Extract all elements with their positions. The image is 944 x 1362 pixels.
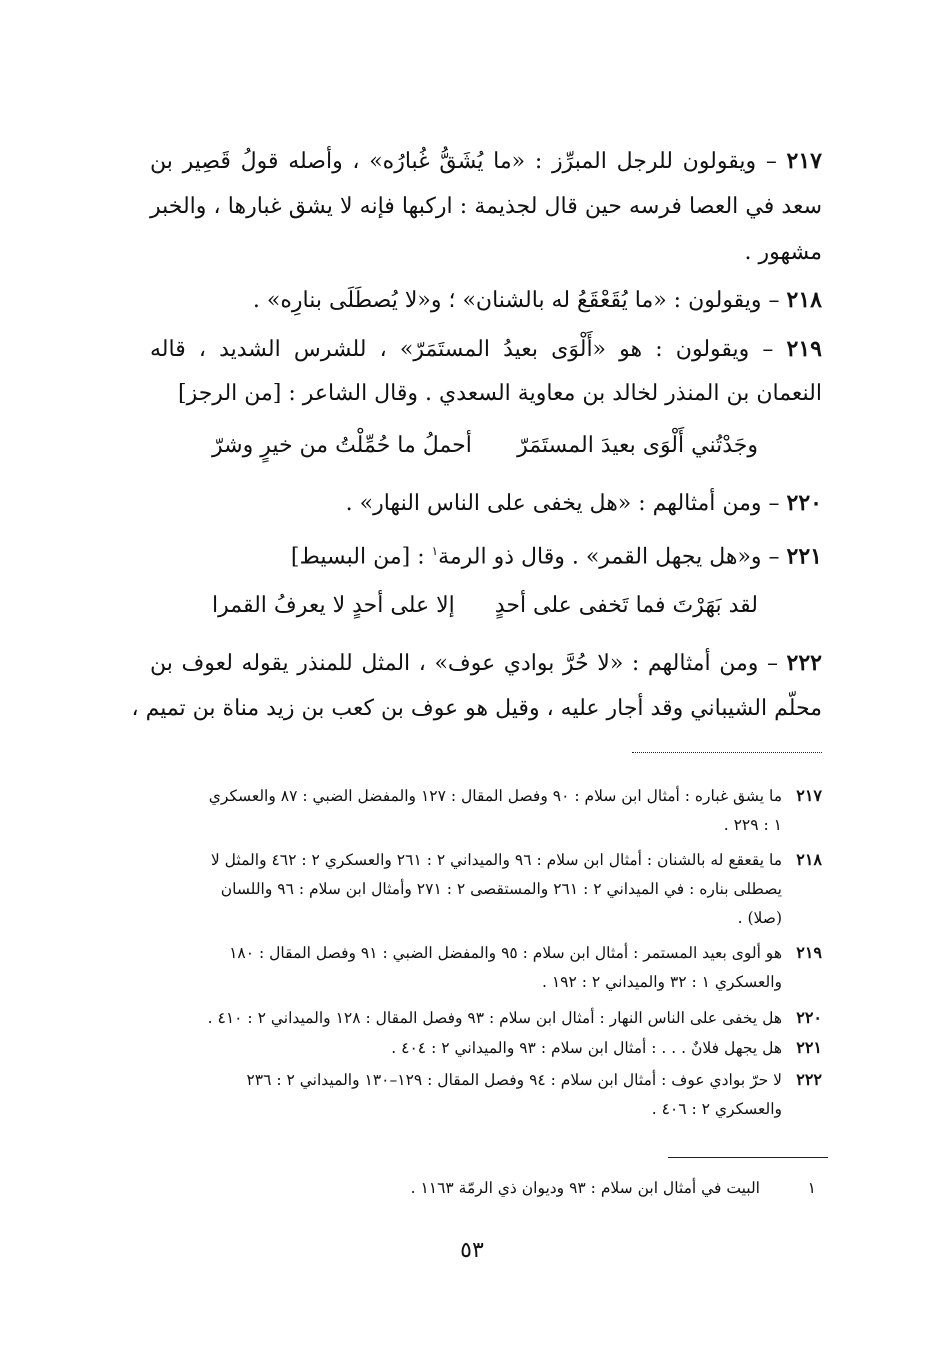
entry-217-line-2: سعد في العصا فرسه حين قال لجذيمة : اركبها فإنه لا يشق غبارها ، والخبر bbox=[150, 194, 822, 219]
verse-2-first-hemistich: لقد بَهَرْتَ فما تَخفى على أحدٍ bbox=[494, 593, 758, 618]
verse-1-second-hemistich: أحملُ ما حُمِّلْتُ من خيرٍ وشرّ bbox=[212, 433, 472, 458]
book-page: ٢١٧ – ويقولون للرجل المبرِّز : «ما يُشَقُّ غُبارُه» ، وأصله قولُ قَصِير بن سعد في العصا فرسه حين قال لجذيمة : اركبها فإنه لا يشق غبارها ، والخبر مشهور . ٢١٨ – ويقولون : «ما يُقَعْقَعُ له بالشنان» ؛ و«لا يُصطَلَى بنارِه» . ٢١٩ – ويقولون : هو «أَلْوَى بعيدُ المستَمَرّ» ، للشرس الشديد ، قاله النعمان بن المنذر لخالد بن معاوية السعدي . وقال الشاعر : [من الرجز] وجَدْتُني أَلْوَى بعيدَ المستَمَرّ أحملُ ما حُمِّلْتُ من خيرٍ وشرّ ٢٢٠ – ومن أمثالهم : «هل يخفى على الناس النهار» . ٢٢١ – و«هل يجهل القمر» . وقال ذو الرمة$^١$ : [من البسيط] لقد بَهَرْتَ فما تَخفى على أحدٍ إلا على أحدٍ لا يعرفُ القمرا ٢٢٢ – ومن أمثالهم : «لا حُرَّ بوادي عوف» ، المثل للمنذر يقوله لعوف بن محلّم الشيباني وقد أجار عليه ، وقيل هو عوف بن كعب بن زيد مناة بن تميم ، ٢١٧ ما يشق غباره : أمثال ابن سلام : ٩٠ وفصل المقال : ١٢٧ والمفضل الضبي : ٨٧ والعسكري ١ : ٢٢٩ . ٢١٨ ما يقعقع له بالشنان : أمثال ابن سلام : ٩٦ والميداني ٢ : ٢٦١ والعسكري ٢ : ٤٦٢ والمثل لا يصطلى بناره : في الميداني ٢ : ٢٦١ والمستقصى ٢ : ٢٧١ وأمثال ابن سلام : ٩٦ واللسان (صلا) . ٢١٩ هو ألوى بعيد المستمر : أمثال ابن سلام : ٩٥ والمفضل الضبي : ٩١ وفصل المقال : ١٨٠ والعسكري ١ : ٣٢ والميداني ٢ : ١٩٢ . ٢٢٠ هل يخفى على الناس النهار : أمثال ابن سلام : ٩٣ وفصل المقال : ١٢٨ والميداني ٢ : ٤١٠ . ٢٢١ هل يجهل فلانٌ . . . : أمثال ابن سلام : ٩٣ والميداني ٢ : ٤٠٤ . ٢٢٢ لا حرّ بوادي عوف : أمثال ابن سلام : ٩٤ وفصل المقال : ١٢٩–١٣٠ والميداني ٢ : ٢٣٦ والعسكري ٢ : ٤٠٦ . ١ البيت في أمثال ابن سلام : ٩٣ وديوان ذي الرمّة ١١٦٣ . ٥٣ bbox=[0, 0, 944, 1362]
entry-number: ٢١٧ bbox=[786, 148, 822, 174]
entry-222-line-2: محلّم الشيباني وقد أجار عليه ، وقيل هو عوف بن كعب بن زيد مناة بن تميم ، bbox=[131, 696, 822, 721]
entry-number: ٢٢١ bbox=[786, 543, 822, 570]
footnote-separator bbox=[668, 1157, 828, 1158]
entry-217-line-3: مشهور . bbox=[744, 240, 822, 265]
entry-number: ٢٢٠ bbox=[786, 490, 822, 516]
entry-222-line-1: ٢٢٢ – ومن أمثالهم : «لا حُرَّ بوادي عوف» ، المثل للمنذر يقوله لعوف بن bbox=[150, 650, 822, 676]
dotted-separator bbox=[632, 752, 822, 753]
verse-2-second-hemistich: إلا على أحدٍ لا يعرفُ القمرا bbox=[212, 593, 455, 618]
footnote-marker: ١ bbox=[431, 544, 439, 558]
entry-221-line-1: ٢٢١ – و«هل يجهل القمر» . وقال ذو الرمة$^١$ : [من البسيط] bbox=[290, 543, 822, 570]
entry-217-line-1: ٢١٧ – ويقولون للرجل المبرِّز : «ما يُشَقُّ غُبارُه» ، وأصله قولُ قَصِير بن bbox=[150, 148, 822, 174]
page-number: ٥٣ bbox=[460, 1238, 484, 1263]
entry-number: ٢٢٢ bbox=[786, 650, 822, 676]
entry-number: ٢١٨ bbox=[786, 287, 822, 313]
verse-1-first-hemistich: وجَدْتُني أَلْوَى بعيدَ المستَمَرّ bbox=[517, 433, 758, 458]
entry-218-line-1: ٢١٨ – ويقولون : «ما يُقَعْقَعُ له بالشنان» ؛ و«لا يُصطَلَى بنارِه» . bbox=[252, 287, 822, 313]
entry-219-line-2: النعمان بن المنذر لخالد بن معاوية السعدي . وقال الشاعر : [من الرجز] bbox=[177, 381, 822, 406]
entry-number: ٢١٩ bbox=[786, 336, 822, 362]
entry-219-line-1: ٢١٩ – ويقولون : هو «أَلْوَى بعيدُ المستَمَرّ» ، للشرس الشديد ، قاله bbox=[150, 336, 822, 362]
entry-220-line-1: ٢٢٠ – ومن أمثالهم : «هل يخفى على الناس النهار» . bbox=[345, 490, 822, 516]
